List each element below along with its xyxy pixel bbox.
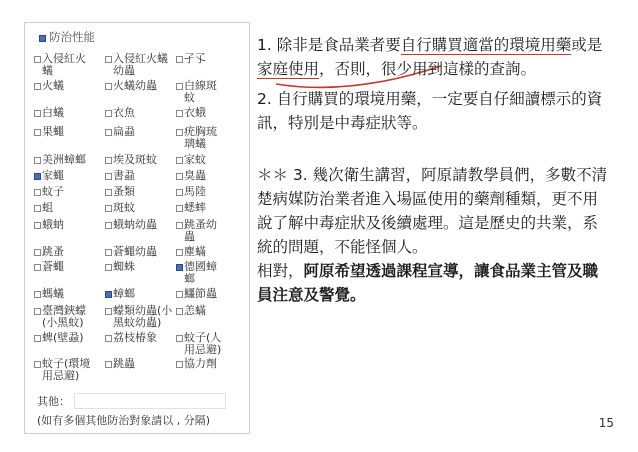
option-cell[interactable] [34,261,105,285]
option-checkbox[interactable] [34,264,41,271]
option-label: 蜘蛛 [113,260,135,273]
option-row [34,246,248,258]
option-label: 螞蟻 [42,287,64,300]
option-cell[interactable] [176,186,247,198]
option-label: 扁蝨 [113,125,135,138]
option-cell[interactable] [176,358,247,382]
option-checkbox[interactable] [105,361,112,368]
option-label: 蚤類 [113,185,135,198]
option-checkbox[interactable] [34,308,41,315]
option-label: 蛾蚋 [42,218,64,231]
option-checkbox[interactable] [105,129,112,136]
option-cell[interactable] [105,332,176,356]
option-label: 蚊子(環境 用忌避) [42,357,91,382]
option-cell[interactable] [176,288,247,300]
option-checkbox[interactable] [105,110,112,117]
option-label: 孑孓 [184,52,206,65]
option-label: 蛾蚋幼蟲 [113,218,157,231]
p4-bold-text: 阿原希望透過課程宣導，讓食品業主管及職員注意及警覺。 [257,262,599,304]
option-label: 疣胸琉 璃蟻 [184,125,217,150]
option-label: 恙蟎 [184,304,206,317]
other-label: 其他： [37,395,70,408]
option-row [34,305,248,329]
option-row [34,288,248,300]
option-label: 鱷節蟲 [184,287,217,300]
option-cell[interactable] [176,202,247,214]
option-cell[interactable] [34,332,105,356]
p1-text-c: 或是 [571,36,603,54]
option-label: 家蠅 [42,169,64,182]
option-row [34,126,248,150]
slide-text [257,33,609,307]
option-label: 衣蛾 [184,106,206,119]
page-number: 15 [598,416,614,430]
paragraph-4 [257,259,609,307]
option-label: 蠓類幼蟲(小 黑蚊幼蟲) [113,304,173,329]
other-row [37,393,226,409]
paragraph-3: ＊＊ 3. 幾次衛生講習，阿原請教學員們，多數不清楚病媒防治業者進入場區使用的藥劑種類，更不用說了解中毒症狀及後續處理。這是歷史的共業，系統的問題，不能怪個人。 [257,166,608,256]
option-checkbox[interactable] [176,264,183,271]
option-label: 跳蚤幼 蟲 [184,218,217,243]
option-cell[interactable] [105,305,176,329]
option-label: 美洲蟑螂 [42,153,86,166]
option-row [34,53,248,77]
option-row [34,170,248,182]
option-label: 斑蚊 [113,201,135,214]
option-cell[interactable] [176,246,247,258]
option-checkbox[interactable] [105,205,112,212]
option-checkbox[interactable] [176,205,183,212]
option-checkbox[interactable] [176,173,183,180]
option-cell[interactable] [34,53,105,77]
option-checkbox[interactable] [105,83,112,90]
option-cell[interactable] [176,154,247,166]
option-label: 埃及斑蚊 [113,153,157,166]
option-cell[interactable] [176,53,247,77]
option-row [34,219,248,243]
option-label: 白線斑 蚊 [184,79,217,104]
option-checkbox[interactable] [105,249,112,256]
option-row [34,332,248,356]
option-checkbox[interactable] [105,157,112,164]
option-label: 火蟻 [42,79,64,92]
option-checkbox[interactable] [176,110,183,117]
option-cell[interactable] [105,288,176,300]
panel-header-label: 防治性能 [49,30,95,44]
header-checkbox[interactable] [39,35,46,42]
option-cell[interactable] [34,170,105,182]
option-cell[interactable] [105,186,176,198]
option-label: 蒼蠅 [42,260,64,273]
option-label: 蛆 [42,201,53,214]
option-checkbox[interactable] [176,308,183,315]
option-checkbox[interactable] [105,222,112,229]
option-checkbox[interactable] [105,308,112,315]
option-checkbox[interactable] [105,335,112,342]
option-checkbox[interactable] [34,83,41,90]
option-checkbox[interactable] [176,335,183,342]
option-row [34,358,248,382]
option-row [34,154,248,166]
option-cell[interactable] [176,170,247,182]
option-cell[interactable] [176,80,247,104]
option-cell[interactable] [105,170,176,182]
option-cell[interactable] [105,126,176,150]
option-checkbox[interactable] [34,291,41,298]
option-cell[interactable] [105,261,176,285]
option-label: 協力劑 [184,357,217,370]
option-label: 火蟻幼蟲 [113,79,157,92]
option-checkbox[interactable] [34,222,41,229]
p1-text-e: ，否則，很少用到這樣的查詢。 [319,60,537,78]
option-cell[interactable] [105,53,176,77]
option-label: 馬陸 [184,185,206,198]
option-cell[interactable] [105,107,176,119]
option-cell[interactable] [176,305,247,329]
option-checkbox[interactable] [176,129,183,136]
option-checkbox[interactable] [34,110,41,117]
option-label: 蟑螂 [113,287,135,300]
pest-form-panel [24,22,250,434]
option-label: 入侵紅火蟻 幼蟲 [113,52,168,77]
option-checkbox[interactable] [34,205,41,212]
paragraph-1 [257,33,609,81]
option-checkbox[interactable] [176,291,183,298]
option-checkbox[interactable] [176,83,183,90]
option-row [34,80,248,104]
option-label: 臭蟲 [184,169,206,182]
option-checkbox[interactable] [105,173,112,180]
option-label: 跳蟲 [113,357,135,370]
option-row [34,186,248,198]
option-cell[interactable] [176,219,247,243]
option-cell[interactable] [105,202,176,214]
option-label: 德國蟑 螂 [184,260,217,285]
other-input[interactable] [74,393,226,409]
option-checkbox[interactable] [34,173,41,180]
option-cell[interactable] [176,126,247,150]
option-cell[interactable] [34,288,105,300]
option-label: 果蠅 [42,125,64,138]
option-checkbox[interactable] [105,291,112,298]
option-checkbox[interactable] [34,157,41,164]
option-label: 塵蟎 [184,245,206,258]
option-checkbox[interactable] [34,249,41,256]
option-checkbox[interactable] [176,56,183,63]
option-row [34,202,248,214]
option-label: 衣魚 [113,106,135,119]
p1-underlined-purchase: 自行購買適當的環境用藥 [400,36,572,54]
option-cell[interactable] [105,154,176,166]
option-checkbox[interactable] [34,335,41,342]
option-label: 蚊子(人 用忌避) [184,331,222,356]
option-checkbox[interactable] [34,189,41,196]
option-cell[interactable] [105,358,176,382]
option-cell[interactable] [176,107,247,119]
option-checkbox[interactable] [34,129,41,136]
option-label: 荔枝椿象 [113,331,157,344]
option-checkbox[interactable] [105,56,112,63]
option-checkbox[interactable] [34,56,41,63]
option-cell[interactable] [34,246,105,258]
option-cell[interactable] [34,154,105,166]
option-checkbox[interactable] [34,361,41,368]
option-label: 臺灣鋏蠓 (小黑蚊) [42,304,86,329]
option-cell[interactable] [176,261,247,285]
option-row [34,107,248,119]
option-cell[interactable] [34,219,105,243]
option-label: 入侵紅火 蟻 [42,52,86,77]
option-cell[interactable] [105,219,176,243]
p1-text-a: 1. 除非是食品業者要 [257,36,401,54]
option-checkbox[interactable] [176,189,183,196]
option-cell[interactable] [34,126,105,150]
option-cell[interactable] [34,80,105,104]
paragraph-2: 2. 自行購買的環境用藥，一定要自仔細讀標示的資訊，特別是中毒症狀等。 [257,90,603,132]
option-checkbox[interactable] [105,189,112,196]
option-label: 蟋蟀 [184,201,206,214]
option-checkbox[interactable] [105,264,112,271]
option-cell[interactable] [34,186,105,198]
option-checkbox[interactable] [176,361,183,368]
option-cell[interactable] [34,107,105,119]
option-label: 家蚊 [184,153,206,166]
option-label: 蜱(壁蝨) [42,331,84,344]
option-checkbox[interactable] [176,249,183,256]
p1-underlined-home-use: 家庭使用 [257,60,320,78]
option-label: 蒼蠅幼蟲 [113,245,157,258]
option-checkbox[interactable] [176,157,183,164]
option-label: 蚊子 [42,185,64,198]
option-row [34,261,248,285]
other-hint: (如有多個其他防治對象請以 , 分隔) [37,414,211,427]
option-cell[interactable] [34,305,105,329]
p4-text-a: 相對， [257,262,304,280]
option-cell[interactable] [105,80,176,104]
panel-header [39,29,95,45]
option-cell[interactable] [34,358,105,382]
option-cell[interactable] [34,202,105,214]
option-cell[interactable] [176,332,247,356]
option-label: 白蟻 [42,106,64,119]
option-label: 跳蚤 [42,245,64,258]
option-label: 書蝨 [113,169,135,182]
option-cell[interactable] [105,246,176,258]
option-checkbox[interactable] [176,222,183,229]
